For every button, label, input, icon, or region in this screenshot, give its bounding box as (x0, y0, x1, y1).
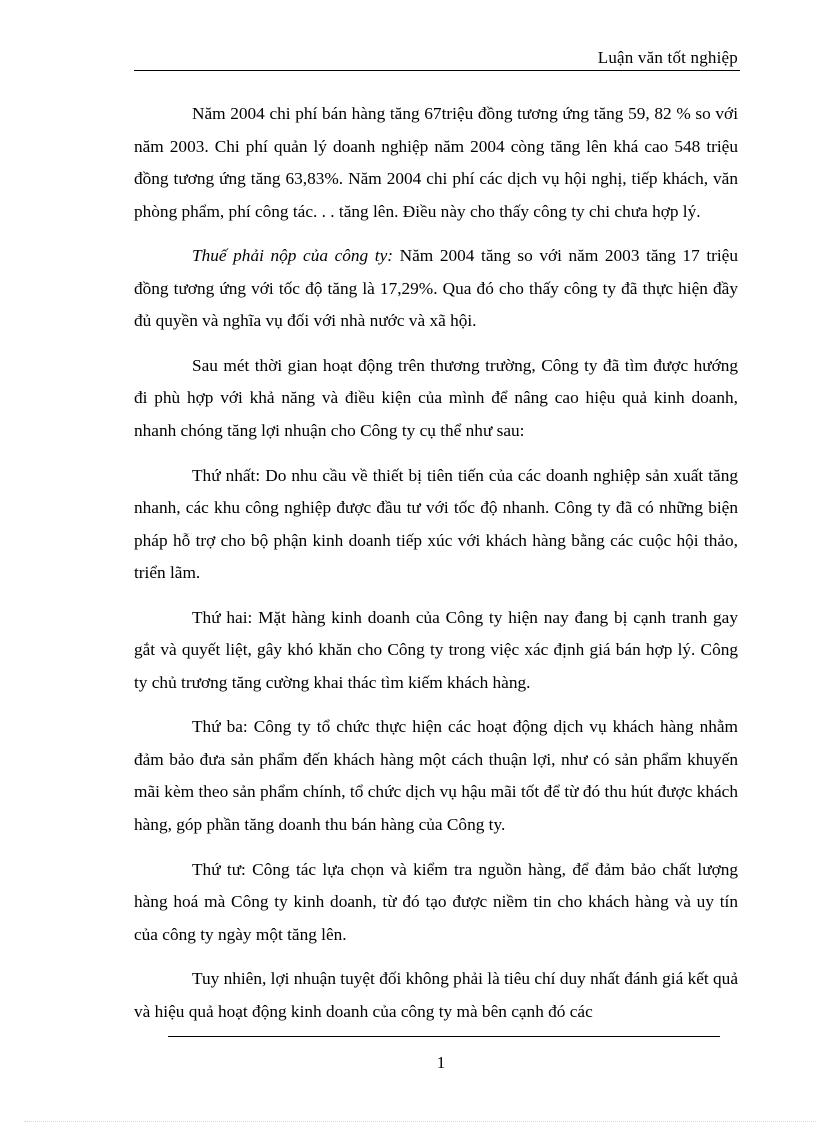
page-bottom-edge (24, 1121, 816, 1122)
paragraph-text: Thứ nhất: Do nhu cầu về thiết bị tiên tiến của các doanh nghiệp sản xuất tăng nhanh, các khu công nghiệp được đầu tư với tốc độ nhanh. Công ty đã có những biện pháp hỗ trợ cho bộ phận kinh doanh tiếp xúc với khách hàng bằng các cuộc hội thảo, triển lãm. (134, 465, 738, 583)
paragraph-text: Năm 2004 tăng so với năm 2003 tăng 17 triệu đồng tương ứng với tốc độ tăng là 17,29%. Qua đó cho thấy công ty đã thực hiện đầy đủ quyền và nghĩa vụ đối với nhà nước và xã hội. (134, 246, 738, 331)
paragraph-third-point (134, 711, 738, 841)
paragraph-text: Sau mét thời gian hoạt động trên thương trường, Công ty đã tìm được hướng đi phù hợp với khả năng và điều kiện của mình để nâng cao hiệu quả kinh doanh, nhanh chóng tăng lợi nhuận cho Công ty cụ thể như sau: (134, 355, 738, 440)
page-number: 1 (436, 1053, 446, 1072)
paragraph-fourth-point (134, 854, 738, 952)
paragraph-text: Năm 2004 chi phí bán hàng tăng 67triệu đồng tương ứng tăng 59, 82 % so với năm 2003. Chi phí quản lý doanh nghiệp năm 2004 còng tăng lên khá cao 548 triệu đồng tương ứng tăng 63,83%. Năm 2004 chi phí các dịch vụ hội nghị, tiếp khách, văn phòng phẩm, phí công tác. . . tăng lên. Điều này cho thấy công ty chi chưa hợp lý. (134, 104, 738, 221)
paragraph-first-point (134, 460, 738, 590)
paragraph-selling-costs (134, 98, 738, 228)
footer-divider (168, 1036, 720, 1037)
paragraph-taxes-payable (134, 240, 738, 338)
paragraph-text: Thứ ba: Công ty tổ chức thực hiện các hoạt động dịch vụ khách hàng nhằm đảm bảo đưa sản phẩm đến khách hàng một cách thuận lợi, như có sản phẩm khuyến mãi kèm theo sản phẩm chính, tổ chức dịch vụ hậu mãi tốt để từ đó thu hút được khách hàng, góp phần tăng doanh thu bán hàng của Công ty. (134, 717, 738, 834)
paragraph-text: Thứ hai: Mặt hàng kinh doanh của Công ty hiện nay đang bị cạnh tranh gay gắt và quyết liệt, gây khó khăn cho Công ty trong việc xác định giá bán hợp lý. Công ty chủ trương tăng cường khai thác tìm kiếm khách hàng. (134, 607, 738, 692)
paragraph-business-direction (134, 350, 738, 448)
paragraph-conclusion (134, 963, 738, 1028)
paragraph-lead-italic: Thuế phải nộp của công ty: (192, 246, 394, 266)
header-divider (134, 70, 740, 71)
running-header-title: Luận văn tốt nghiệp (597, 48, 738, 67)
paragraph-text: Thứ tư: Công tác lựa chọn và kiểm tra nguồn hàng, để đảm bảo chất lượng hàng hoá mà Công ty kinh doanh, từ đó tạo được niềm tin cho khách hàng và uy tín của công ty ngày một tăng lên. (134, 859, 738, 944)
paragraph-text: Tuy nhiên, lợi nhuận tuyệt đối không phải là tiêu chí duy nhất đánh giá kết quả và hiệu quả hoạt động kinh doanh của công ty mà bên cạnh đó các (134, 969, 738, 1021)
document-body (134, 98, 738, 1041)
paragraph-second-point (134, 602, 738, 700)
